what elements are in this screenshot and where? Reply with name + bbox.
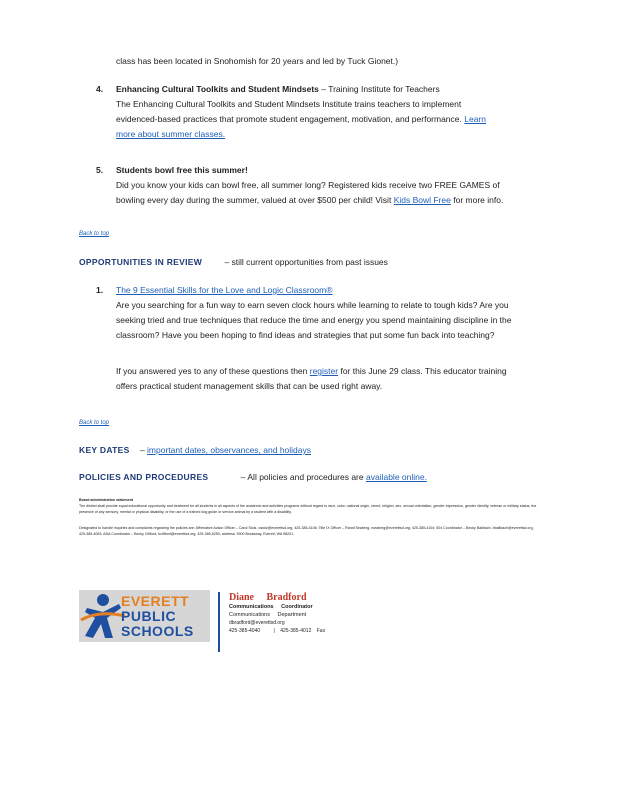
fine-print-nondiscrimination: The district shall provide equal educational opportunity and treatment for all students in all aspects of the academic and activities programs without regard to race, color, national origin, creed, religion, sex, sexual orientation, gender expression, gender identity, veteran or military status, the presence of any sensory, mental or physical disability, or the use of a trained dog guide or service animal by a student with a disability. bbox=[79, 504, 537, 514]
item5-title: Students bowl free this summer! bbox=[116, 165, 248, 175]
logo-public: PUBLIC bbox=[121, 608, 177, 624]
kids-bowl-free-link[interactable]: Kids Bowl Free bbox=[393, 195, 451, 205]
item4-suffix: – Training Institute for Teachers bbox=[321, 84, 440, 94]
opportunities-subtitle: – still current opportunities from past issues bbox=[224, 257, 388, 267]
contact-email[interactable]: dbradford@everettsd.org bbox=[229, 620, 285, 626]
fine-print bbox=[79, 497, 537, 537]
item4-number: 4. bbox=[96, 84, 104, 94]
back-to-top-link[interactable]: Back to top bbox=[79, 231, 110, 237]
opportunities-heading: OPPORTUNITIES IN REVIEW bbox=[79, 257, 203, 267]
key-dates-row bbox=[79, 443, 311, 458]
item5-tail: for more info. bbox=[453, 195, 504, 205]
everett-public-schools-logo bbox=[79, 590, 210, 642]
policies-online-link[interactable]: available online. bbox=[366, 472, 427, 482]
policies-heading: POLICIES AND PROCEDURES bbox=[79, 472, 209, 482]
policies-row bbox=[79, 470, 427, 485]
item4-title: Enhancing Cultural Toolkits and Student Mindsets bbox=[116, 84, 319, 94]
fine-print-contacts: Designated to handle inquiries and complaints regarding the policies are: Affirmative Action Officer – Carol Stolz, cstolz@everettsd.org, 425-385-4106; Title IX Officer – Randi Seaberg, rseaberg@everettsd.org, 425-385-4104; 504 Coordinator – Becky Ballbach, bballbach@everettsd.org, 425-385-4063; ADA Coordinator – Becky Clifford, bclifford@everettsd.org, 425-385-5250; address: 3900 Broadway, Everett, WA 98201. bbox=[79, 526, 534, 536]
opportunities-header bbox=[79, 255, 388, 270]
contact-fax: | 425-385-4012 Fax bbox=[273, 628, 326, 634]
contact-card bbox=[229, 592, 429, 635]
contact-phone-row bbox=[229, 627, 429, 635]
policies-text: – All policies and procedures are bbox=[240, 472, 364, 482]
item4-block bbox=[116, 82, 496, 142]
opp1-block bbox=[116, 283, 536, 343]
love-and-logic-link[interactable]: The 9 Essential Skills for the Love and Logic Classroom® bbox=[116, 285, 333, 295]
footer-divider bbox=[218, 592, 220, 652]
register-link[interactable]: register bbox=[309, 366, 339, 376]
opp1-para2-block bbox=[116, 364, 526, 394]
item5-body: Did you know your kids can bowl free, all summer long? Registered kids receive two FREE GAMES of bowling every day during the summer, valued at over $500 per child! Visit bbox=[116, 180, 500, 205]
key-dates-dash: – bbox=[139, 445, 145, 455]
fine-print-title: Board administration statement bbox=[79, 498, 134, 502]
item4-body: The Enhancing Cultural Toolkits and Student Mindsets Institute trains teachers to implement evidenced-based practices that promote student engagement, motivation, and performance. bbox=[116, 99, 462, 124]
item5-number: 5. bbox=[96, 165, 104, 175]
back-to-top-link[interactable]: Back to top bbox=[79, 420, 110, 426]
logo-schools: SCHOOLS bbox=[121, 623, 194, 639]
item4-summer-classes-link[interactable]: Learn more about summer classes. bbox=[116, 114, 486, 139]
opp1-para2-b: for this June 29 class. This educator training offers practical student management skills that can be used right away. bbox=[116, 366, 507, 391]
opp1-number: 1. bbox=[96, 285, 104, 295]
logo-everett: EVERETT bbox=[121, 593, 190, 609]
contact-phone: 425-385-4040 bbox=[229, 628, 261, 634]
contact-name: Diane Bradford bbox=[229, 592, 307, 603]
item3-continuation: class has been located in Snohomish for 20 years and led by Tuck Gionet.) bbox=[116, 56, 399, 66]
contact-title: Communications Coordinator bbox=[229, 604, 313, 610]
key-dates-link[interactable]: important dates, observances, and holidays bbox=[147, 445, 312, 455]
key-dates-heading: KEY DATES bbox=[79, 445, 130, 455]
opp1-para1: Are you searching for a fun way to earn seven clock hours while learning to relate to tough kids? Are you seeking tried and true techniques that reduce the time and energy you spend maintaining discipline in the classroom? Have you been hoping to find ideas and strategies that put some fun back into teaching? bbox=[116, 300, 512, 340]
contact-department: Communications Department bbox=[229, 612, 307, 618]
student-figure-icon bbox=[79, 590, 127, 642]
item5-block bbox=[116, 163, 516, 208]
opp1-para2-a: If you answered yes to any of these questions then bbox=[116, 366, 308, 376]
